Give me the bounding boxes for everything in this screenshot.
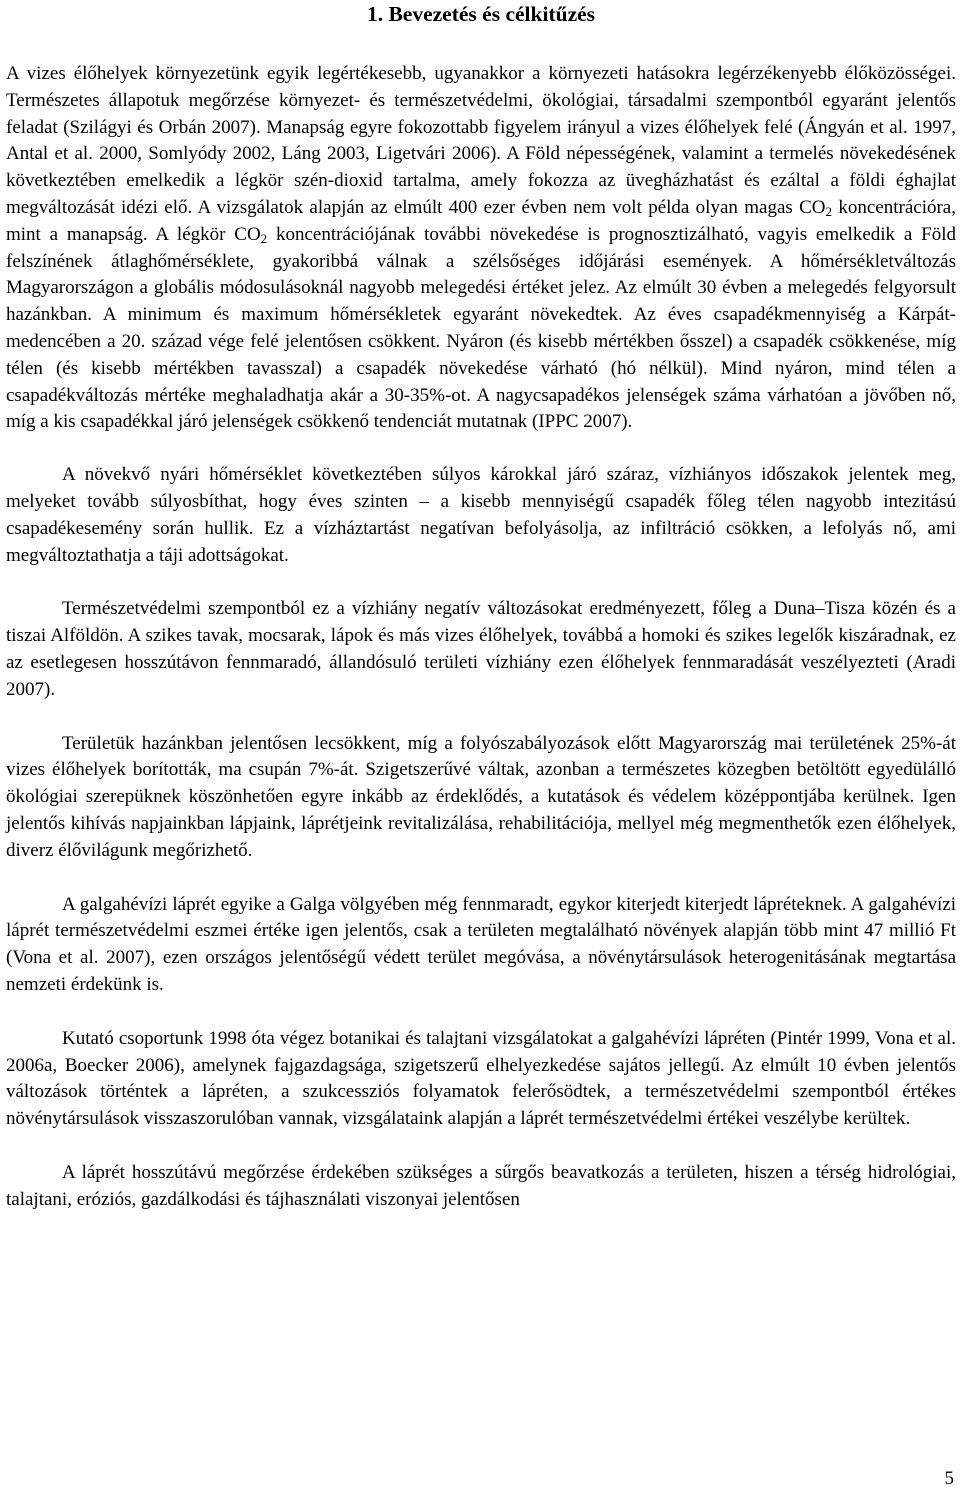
paragraph-text: koncentrációjának további növekedése is prognosztizálható, vagyis emelkedik a Föld felszínének átlaghőmérséklete, gyakoribbá válnak a szélsőséges időjárási események. A hőmérsékletváltozás Magyarországon a globális módosulásoknál nagyobb melegedési értéket jelez. Az elmúlt 30 évben a melegedés felgyorsult hazánkban. A minimum és maximum hőmérsékletek egyaránt növekedtek. Az éves csapadékmennyiség a Kárpát-medencében a 20. század vége felé jelentősen csökkent. Nyáron (és kisebb mértékben ősszel) a csapadék csökkenése, míg télen (és kisebb mértékben tavasszal) a csapadék növekedése várható (hó nélkül). Mind nyáron, mind télen a csapadékváltozás mértéke meghaladhatja akár a 30-35%-ot. A nagycsapadékos jelenségek száma várhatóan a jövőben nő, míg a kis csapadékkal járó jelenségek csökkenő tendenciát mutatnak (IPPC 2007). bbox=[6, 223, 956, 433]
paragraph-temperature: A növekvő nyári hőmérséklet következtében súlyos károkkal járó száraz, vízhiányos időszakok jelentek meg, melyeket tovább súlyosbíthat, hogy éves szinten – a kisebb mennyiségű csapadék főleg télen nagyobb intezitású csapadékesemény során hullik. Ez a vízháztartást negatívan befolyásolja, az infiltráció csökken, a lefolyás nő, ami megváltoztathatja a táji adottságokat. bbox=[6, 464, 956, 566]
paragraph-wetland-area: Területük hazánkban jelentősen lecsökkent, míg a folyószabályozások előtt Magyarország mai területének 25%-át vizes élőhelyek borították, ma csupán 7%-át. Szigetszerűvé váltak, azonban a természetes közegben betöltött egyedülálló ökológiai szerepüknek köszönhetően egyre inkább az érdeklődés, a kutatások és védelem középpontjába kerülnek. Igen jelentős kihívás napjainkban lápjaink, láprétjeink revitalizálása, rehabilitációja, mellyel még megmenthetők ezen élőhelyek, diverz élővilágunk megőrizhető. bbox=[6, 732, 956, 861]
paragraph-text: koncentrációra, mint a manapság. A légkör CO bbox=[6, 196, 956, 245]
paragraph-preservation: A láprét hosszútávú megőrzése érdekében szükséges a sűrgős beavatkozás a területen, hiszen a térség hidrológiai, talajtani, eróziós, gazdálkodási és tájhasználati viszonyai jelentősen bbox=[6, 1161, 956, 1210]
paragraph-conservation: Természetvédelmi szempontból ez a vízhiány negatív változásokat eredményezett, főleg a Duna–Tisza közén és a tiszai Alföldön. A szikes tavak, mocsarak, lápok és más vizes élőhelyek, továbbá a homoki és szikes legelők kiszáradnak, ez az esetlegesen hosszútávon fennmaradó, állandósuló területi vízhiány ezen élőhelyek fennmaradását veszélyezteti (Aradi 2007). bbox=[6, 598, 956, 700]
page-number: 5 bbox=[944, 1468, 954, 1489]
paragraph-text: A vizes élőhelyek környezetünk egyik legértékesebb, ugyanakkor a környezeti hatásokra legérzékenyebb élőközösségei. Természetes állapotuk megőrzése környezet- és természetvédelmi, ökológiai, társadalmi szempontból egyaránt jelentős feladat (Szilágyi és Orbán 2007). Manapság egyre fokozottabb figyelem irányul a vizes élőhelyek felé (Ángyán et al. 1997, Antal et al. 2000, Somlyódy 2002, Láng 2003, Ligetvári 2006). A Föld népességének, valamint a termelés növekedésének következtében emelkedik a légkör szén-dioxid tartalma, amely fokozza az üvegházhatást és ezáltal a földi éghajlat megváltozását idézi elő. A vizsgálatok alapján az elmúlt 400 ezer évben nem volt példa olyan magas CO bbox=[6, 63, 956, 218]
subscript-2: 2 bbox=[260, 230, 268, 246]
chapter-title: 1. Bevezetés és célkitűzés bbox=[366, 2, 596, 26]
paragraph-galgahevizi-meadow: A galgahévízi láprét egyike a Galga völgyében még fennmaradt, egykor kiterjedt kiterjedt lápréteknek. A galgahévízi láprét természetvédelmi eszmei értéke igen jelentős, csak a területen megtalálható növények alapján több mint 47 millió Ft (Vona et al. 2007), ezen országos jelentőségű védett terület megóvása, a növénytársulások heterogenitásának megtartása nemzeti érdekünk is. bbox=[6, 893, 956, 995]
subscript-2: 2 bbox=[825, 203, 833, 219]
document-page bbox=[6, 0, 956, 1213]
paragraph-research-group: Kutató csoportunk 1998 óta végez botanikai és talajtani vizsgálatokat a galgahévízi lápréten (Pintér 1999, Vona et al. 2006a, Boecker 2006), amelynek fajgazdagsága, szigetszerű elhelyezkedése sajátos jellegű. Az elmúlt 10 évben jelentős változások történtek a lápréten, a szukcessziós folyamatok felerősödtek, a természetvédelmi szempontból értékes növénytársulások visszaszorulóban vannak, vizsgálataink alapján a láprét természetvédelmi értékei veszélybe kerültek. bbox=[6, 1027, 956, 1130]
paragraph-introduction bbox=[6, 61, 956, 436]
